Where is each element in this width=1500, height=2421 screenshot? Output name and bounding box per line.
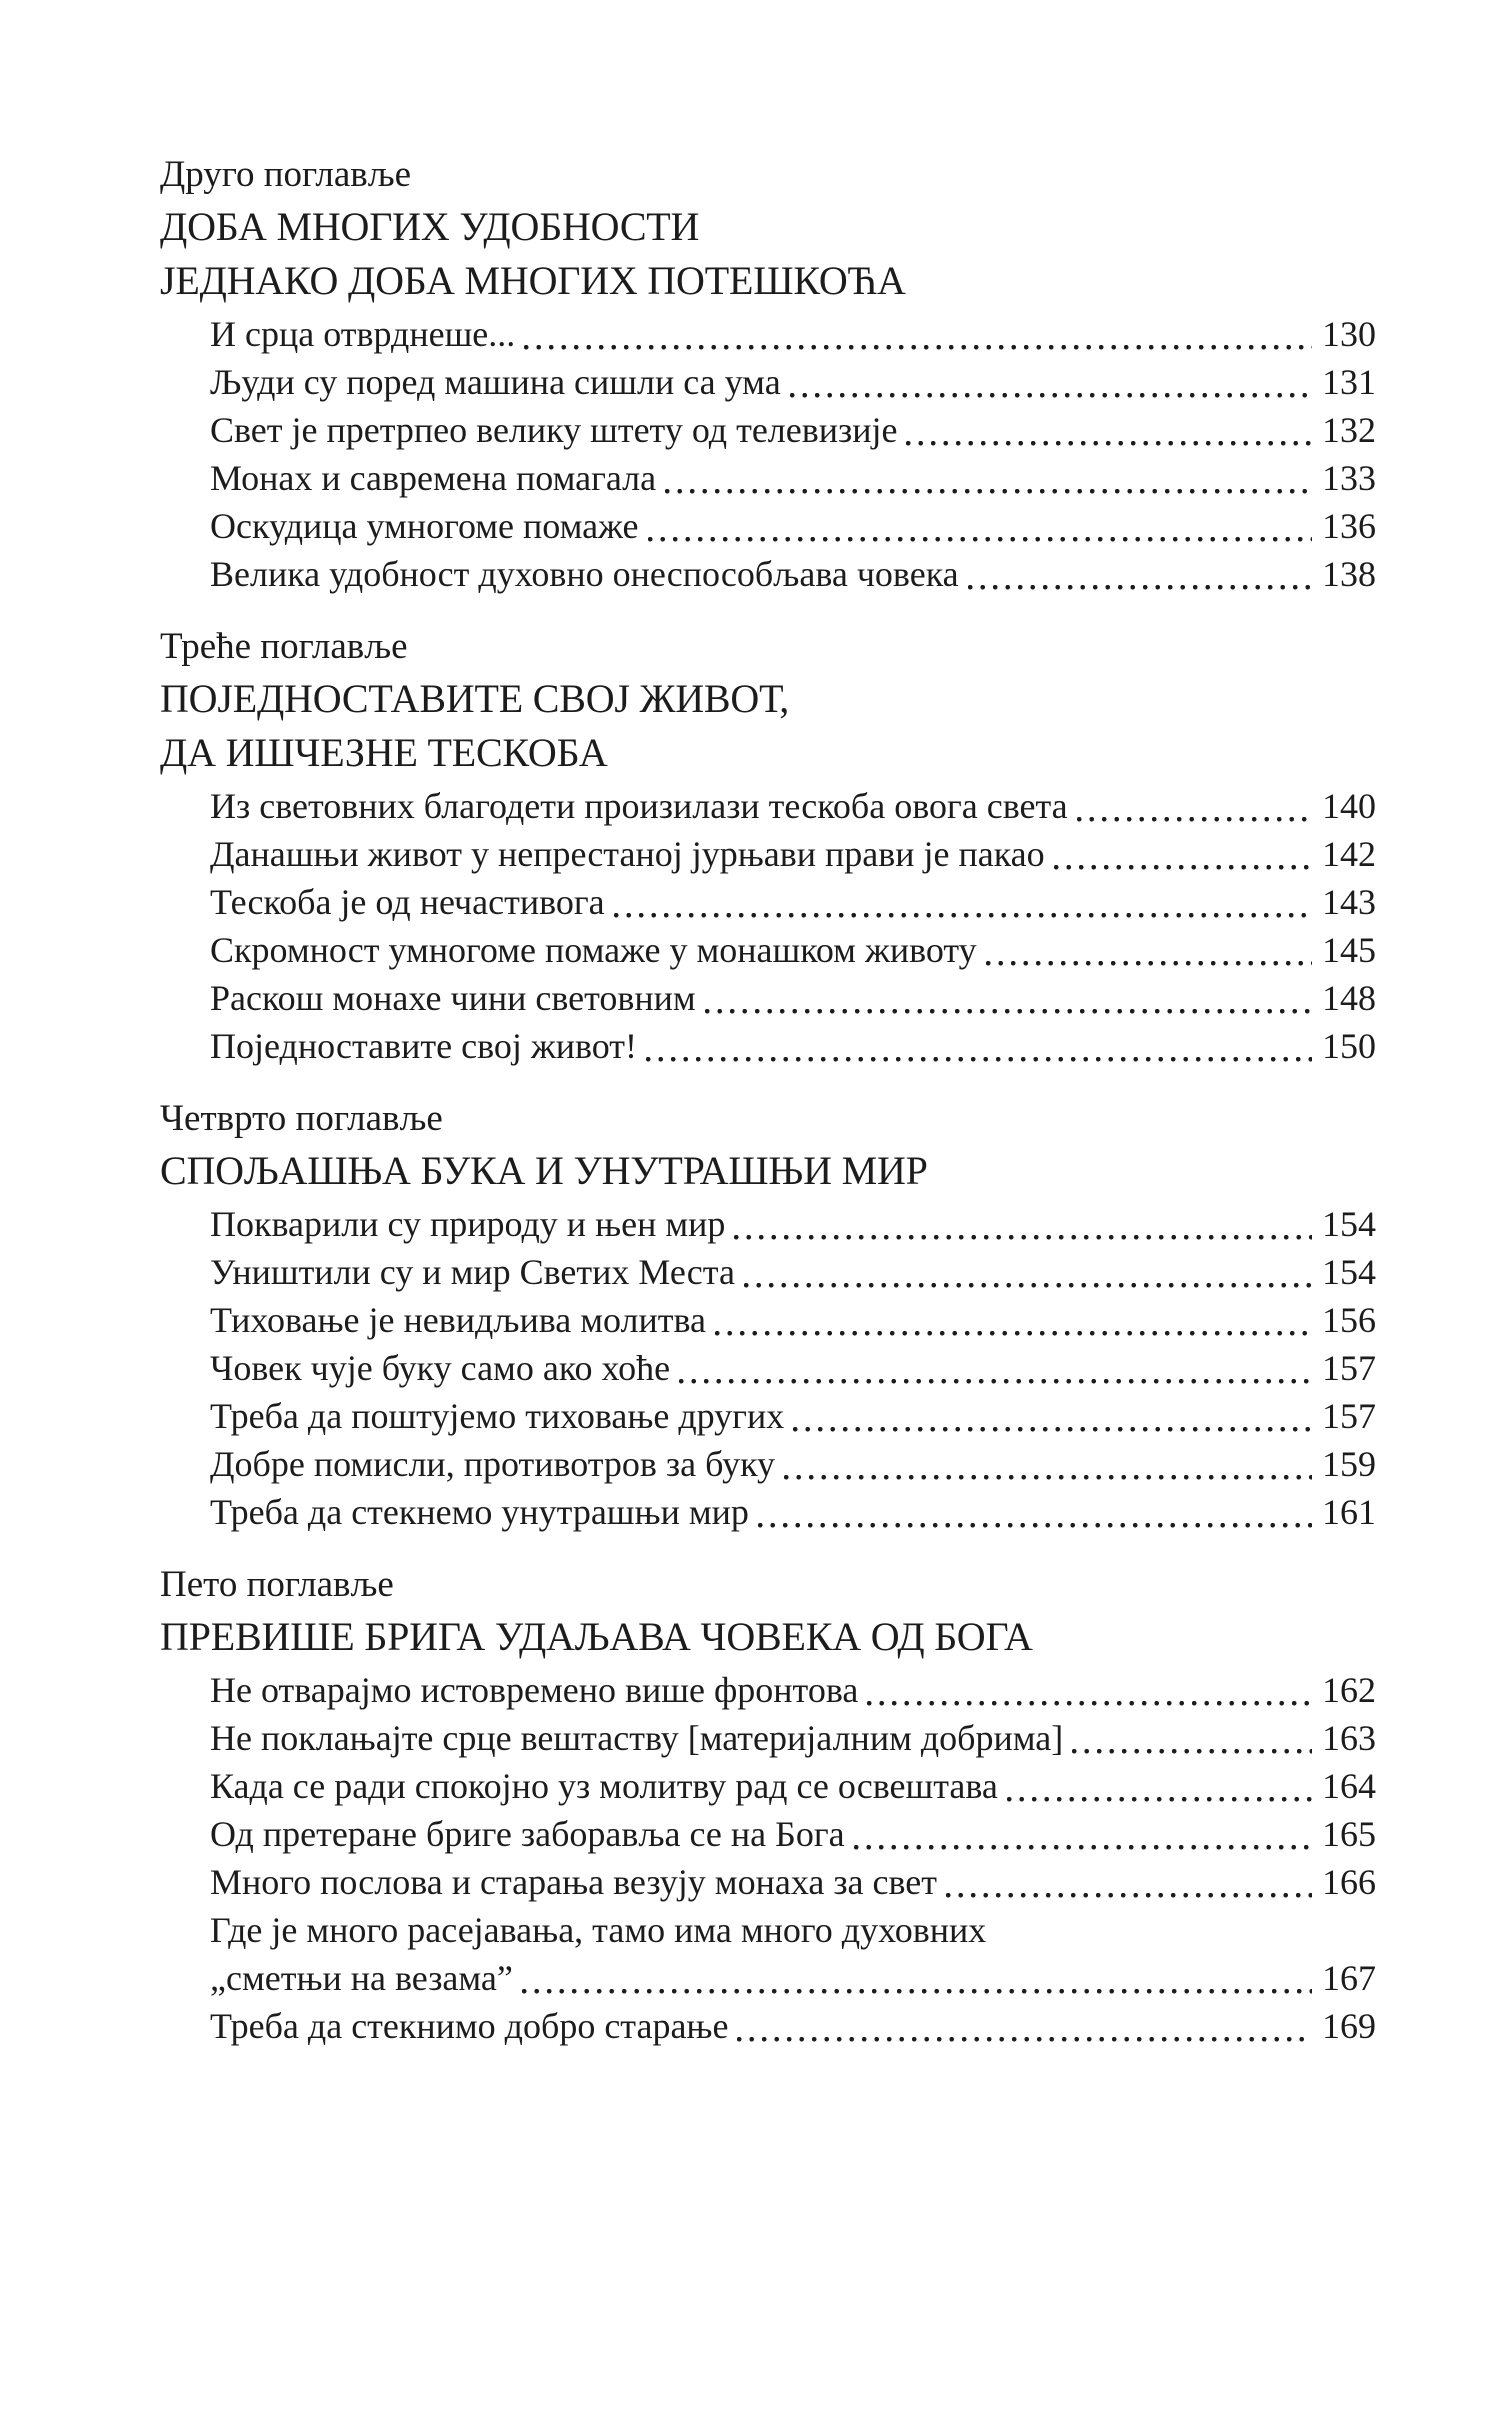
toc-entry [160,1666,1376,1714]
chapter-title [160,200,1376,308]
dot-leader [734,1200,1312,1248]
entry-title: Свет је претрпео велику штету од телевизије [210,410,898,450]
dot-leader [679,1344,1312,1392]
entry-title: Добре помисли, противотров за буку [210,1444,776,1484]
entry-page-number: 156 [1322,1300,1376,1340]
toc-entry [160,550,1376,598]
entry-title: Велика удобност духовно онеспособљава човека [210,554,959,594]
entry-page-number: 131 [1322,362,1376,402]
entry-title: Човек чује буку само ако хоће [210,1348,671,1388]
dot-leader [986,926,1312,974]
chapter-title [160,1610,1376,1664]
toc-entry [160,1248,1376,1296]
entry-title: Много послова и старања везују монаха за свет [210,1862,938,1902]
toc-entry [160,1810,1376,1858]
entry-page-number: 148 [1322,978,1376,1018]
chapter-title-line: ПРЕВИШЕ БРИГА УДАЉАВА ЧОВЕКА ОД БОГА [160,1614,1033,1659]
toc-entry [160,1714,1376,1762]
toc-chapter [160,622,1376,1070]
entry-page-number: 132 [1322,410,1376,450]
dot-leader [705,974,1312,1022]
toc-entry [160,1344,1376,1392]
entry-title: Оскудица умногоме помаже [210,506,639,546]
toc-chapter [160,1094,1376,1536]
chapter-title-line: СПОЉАШЊА БУКА И УНУТРАШЊИ МИР [160,1148,928,1193]
entry-page-number: 165 [1322,1814,1376,1854]
dot-leader [793,1392,1312,1440]
entry-page-number: 163 [1322,1718,1376,1758]
chapter-label: Пето поглавље [160,1564,394,1605]
toc-chapter [160,1560,1376,2050]
chapter-entries [160,782,1376,1070]
entry-title: Раскош монахе чини световним [210,978,696,1018]
dot-leader [715,1296,1312,1344]
dot-leader [737,2002,1312,2050]
toc-entry [160,2002,1376,2050]
entry-page-number: 140 [1322,786,1376,826]
dot-leader [665,454,1312,502]
entry-title: Тескоба је од нечастивога [210,882,605,922]
chapter-title [160,672,1376,780]
entry-page-number: 164 [1322,1766,1376,1806]
dot-leader [524,310,1312,358]
toc-entry [160,310,1376,358]
toc-entry [160,1858,1376,1906]
toc-entry [160,1296,1376,1344]
toc-entry [160,878,1376,926]
dot-leader [758,1488,1312,1536]
chapter-label: Четврто поглавље [160,1098,443,1139]
entry-page-number: 169 [1322,2006,1376,2046]
toc-chapter [160,150,1376,598]
dot-leader [1077,782,1312,830]
entry-title: Треба да стекнемо унутрашњи мир [210,1492,749,1532]
entry-title: Треба да стекнимо добро старање [210,2006,729,2046]
entry-title: Не отварајмо истовремено више фронтова [210,1670,859,1710]
entry-page-number: 157 [1322,1396,1376,1436]
chapter-title-line: ДОБА МНОГИХ УДОБНОСТИ [160,204,700,249]
chapter-entries [160,1200,1376,1536]
entry-title: Данашњи живот у непрестаној јурњави прави је пакао [210,834,1045,874]
entry-page-number: 154 [1322,1252,1376,1292]
toc-entry [160,830,1376,878]
chapter-title-line: ПОЈЕДНОСТАВИТЕ СВОЈ ЖИВОТ, [160,676,790,721]
toc-entry [160,1954,1376,2002]
toc-entry [160,502,1376,550]
toc-entry [160,358,1376,406]
entry-title: Тиховање је невидљива молитва [210,1300,707,1340]
entry-page-number: 145 [1322,930,1376,970]
chapter-title-line: ЈЕДНАКО ДОБА МНОГИХ ПОТЕШКОЋА [160,258,906,303]
toc-entry [160,926,1376,974]
dot-leader [646,1022,1312,1070]
entry-page-number: 167 [1322,1958,1376,1998]
entry-page-number: 133 [1322,458,1376,498]
toc-entry [160,1200,1376,1248]
dot-leader [1054,830,1312,878]
chapter-label: Друго поглавље [160,154,412,195]
entry-title: Монах и савремена помагала [210,458,657,498]
chapter-entries [160,310,1376,598]
entry-title: Уништили су и мир Светих Места [210,1252,735,1292]
entry-page-number: 157 [1322,1348,1376,1388]
entry-page-number: 162 [1322,1670,1376,1710]
entry-title: Од претеране бриге заборавља се на Бога [210,1814,845,1854]
dot-leader [906,406,1312,454]
toc-entry [160,406,1376,454]
entry-title: Не поклањајте срце вештаству [материјалним добрима] [210,1718,1064,1758]
dot-leader [854,1810,1312,1858]
dot-leader [522,1954,1312,2002]
toc-entry [160,1022,1376,1070]
dot-leader [867,1666,1312,1714]
entry-page-number: 161 [1322,1492,1376,1532]
dot-leader [790,358,1312,406]
toc-entry [160,1488,1376,1536]
dot-leader [744,1248,1312,1296]
entry-title: „сметњи на везама” [210,1958,513,1998]
entry-page-number: 143 [1322,882,1376,922]
toc-entry [160,974,1376,1022]
entry-page-number: 130 [1322,314,1376,354]
entry-page-number: 159 [1322,1444,1376,1484]
entry-page-number: 138 [1322,554,1376,594]
toc-entry [160,1392,1376,1440]
entry-page-number: 136 [1322,506,1376,546]
dot-leader [946,1858,1312,1906]
dot-leader [968,550,1312,598]
entry-page-number: 150 [1322,1026,1376,1066]
dot-leader [1007,1762,1312,1810]
toc-entry [160,782,1376,830]
entry-title: Људи су поред машина сишли са ума [210,362,781,402]
entry-page-number: 166 [1322,1862,1376,1902]
dot-leader [648,502,1312,550]
entry-page-number: 142 [1322,834,1376,874]
chapter-entries [160,1666,1376,2050]
entry-title: Где је много расејавања, тамо има много духовних [210,1910,987,1950]
dot-leader [614,878,1312,926]
toc-entry [160,454,1376,502]
dot-leader [1072,1714,1312,1762]
toc-entry [160,1762,1376,1810]
entry-page-number: 154 [1322,1204,1376,1244]
chapter-title-line: ДА ИШЧЕЗНЕ ТЕСКОБА [160,730,608,775]
chapter-title [160,1144,1376,1198]
toc-entry [160,1440,1376,1488]
toc-chapters [160,150,1376,2050]
toc-entry [160,1906,1376,1954]
entry-title: Када се ради спокојно уз молитву рад се освештава [210,1766,998,1806]
entry-title: И срца отврднеше... [210,314,516,354]
chapter-label: Треће поглавље [160,626,408,667]
entry-title: Покварили су природу и њен мир [210,1204,726,1244]
dot-leader [784,1440,1312,1488]
entry-title: Из световних благодети произилази тескоба овога света [210,786,1068,826]
entry-title: Скромност умногоме помаже у монашком животу [210,930,977,970]
entry-title: Треба да поштујемо тиховање других [210,1396,785,1436]
entry-title: Поједноставите свој живот! [210,1026,637,1066]
